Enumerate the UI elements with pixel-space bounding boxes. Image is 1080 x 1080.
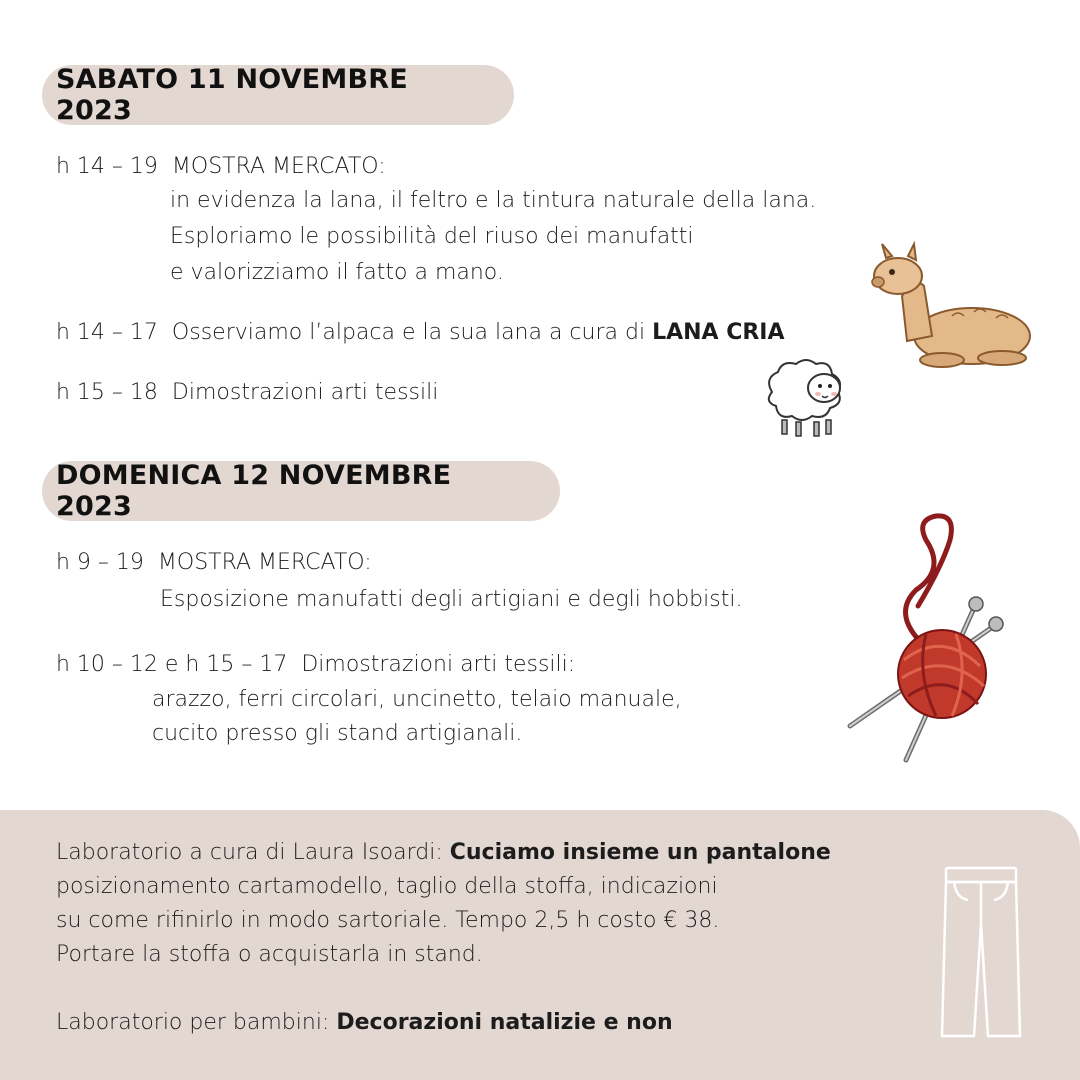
sat-item3 xyxy=(56,376,438,410)
sat-item1-header xyxy=(56,150,386,184)
sun-item1-header xyxy=(56,546,372,580)
sat-item2-highlight: LANA CRIA xyxy=(652,320,785,345)
sun-item2-header xyxy=(56,648,575,682)
sun-item1-line1: Esposizione manufatti degli artigiani e degli hobbisti. xyxy=(160,587,743,612)
sat-item2 xyxy=(56,316,785,350)
alpaca-icon xyxy=(862,236,1038,376)
sunday-heading xyxy=(42,461,560,521)
workshop1-line1: posizionamento cartamodello, taglio della stoffa, indicazioni xyxy=(56,874,718,899)
sat-item1-line2: Esploriamo le possibilità del riuso dei manufatti xyxy=(170,224,694,249)
workshop2-prefix: Laboratorio per bambini: xyxy=(56,1010,330,1035)
workshop1-title: Cuciamo insieme un pantalone xyxy=(449,840,831,865)
workshop1-line2: su come rifinirlo in modo sartoriale. Tempo 2,5 h costo € 38. xyxy=(56,908,720,933)
sunday-title: DOMENICA 12 NOVEMBRE 2023 xyxy=(56,460,452,522)
yarn-ball-icon xyxy=(846,510,1010,766)
workshop2-title: Decorazioni natalizie e non xyxy=(336,1010,673,1035)
sat-item3-time: h 15 – 18 xyxy=(56,380,158,405)
sun-item1-label: MOSTRA MERCATO: xyxy=(157,550,372,575)
saturday-title: SABATO 11 NOVEMBRE 2023 xyxy=(56,64,408,126)
sat-item2-time: h 14 – 17 xyxy=(56,320,158,345)
trousers-icon xyxy=(940,864,1022,1040)
sat-item2-text: Osserviamo l’alpaca e la sua lana a cura di xyxy=(171,320,646,345)
sheep-icon xyxy=(758,352,854,440)
sat-item1-line3: e valorizziamo il fatto a mano. xyxy=(170,260,504,285)
workshop1-prefix: Laboratorio a cura di Laura Isoardi: xyxy=(56,840,443,865)
workshop2 xyxy=(56,1006,673,1040)
sun-item2-time: h 10 – 12 e h 15 – 17 xyxy=(56,652,288,677)
sun-item2-line2: cucito presso gli stand artigianali. xyxy=(152,721,523,746)
sat-item3-text: Dimostrazioni arti tessili xyxy=(171,380,439,405)
sun-item2-label: Dimostrazioni arti tessili: xyxy=(301,652,576,677)
workshop1-header xyxy=(56,836,831,870)
sun-item1-time: h 9 – 19 xyxy=(56,550,144,575)
saturday-heading xyxy=(42,65,514,125)
sat-item1-line1: in evidenza la lana, il feltro e la tintura naturale della lana. xyxy=(170,188,817,213)
workshop1-line3: Portare la stoffa o acquistarla in stand. xyxy=(56,942,483,967)
sun-item2-line1: arazzo, ferri circolari, uncinetto, telaio manuale, xyxy=(152,687,682,712)
sat-item1-time: h 14 – 19 xyxy=(56,154,158,179)
sat-item1-label: MOSTRA MERCATO: xyxy=(171,154,386,179)
